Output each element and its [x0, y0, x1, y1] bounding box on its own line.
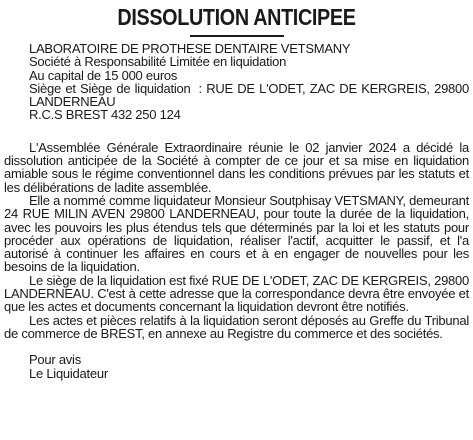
company-rcs: R.C.S BREST 432 250 124 [29, 107, 181, 123]
pour-avis: Pour avis [29, 352, 81, 368]
paragraph-filing: Les actes et pièces relatifs à la liquidation seront déposés au Greffe du Tribunal de commerce de BREST, en annexe au Registre du commerce et des sociétés. [4, 312, 469, 341]
paragraph-liquidation-seat: Le siège de la liquidation est fixé RUE DE L'ODET, ZAC DE KERGREIS, 29800 LANDERNEAU. C'est à cette adresse que la correspondance devra être envoyée et que les actes et documents concernant la liquidation devront être notifiés. [4, 272, 469, 315]
legal-notice [4, 0, 469, 380]
seat-label: Siège et Siège de liquidation [29, 80, 191, 96]
notice-title: DISSOLUTION ANTICIPEE [117, 4, 356, 30]
seat-separator: : [198, 80, 202, 96]
seat-address: RUE DE L'ODET, ZAC DE KERGREIS, 29800 LANDERNEAU [29, 80, 469, 110]
company-name: LABORATOIRE DE PROTHESE DENTAIRE VETSMANY [29, 41, 351, 56]
paragraph-dissolution: L'Assemblée Générale Extraordinaire réunie le 02 janvier 2024 a décidé la dissolution anticipée de la Société à compter de ce jour et sa mise en liquidation amiable sous le régime conventionnel dans les conditions prévues par les statuts et les délibérations de ladite assemblée. [4, 139, 469, 195]
signatory: Le Liquidateur [29, 365, 108, 381]
company-seat [4, 82, 469, 109]
paragraph-liquidator: Elle a nommé comme liquidateur Monsieur Soutphisay VETSMANY, demeurant 24 RUE MILIN AVEN 29800 LANDERNEAU, pour toute la durée de la liquidation, avec les pouvoirs les plus étendus tels que déterminés par la loi et les statuts pour procéder aux opérations de liquidation, réaliser l'actif, acquitter le passif, et l'a autorisé à continuer les affaires en cours et à en engager de nouvelles pour les besoins de la liquidation. [4, 192, 469, 275]
company-legal-form: Société à Responsabilité Limitée en liquidation [29, 54, 287, 70]
closing-block [4, 353, 469, 380]
notice-body [4, 141, 469, 340]
company-header [4, 42, 469, 122]
title-underline [190, 35, 284, 37]
company-capital: Au capital de 15 000 euros [29, 67, 178, 83]
